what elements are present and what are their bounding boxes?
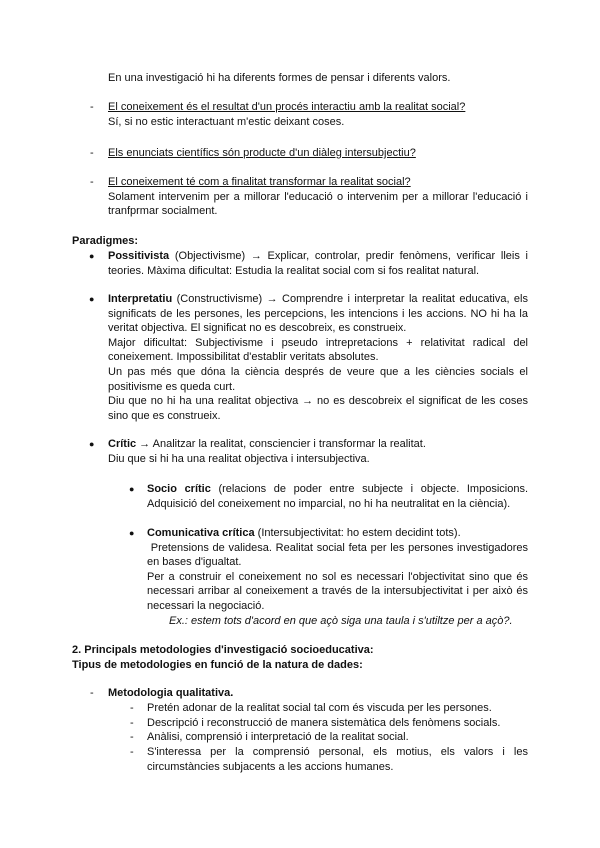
paradigm-interpretive xyxy=(108,292,528,423)
dash-marker: - xyxy=(90,101,94,113)
question-text: El coneixement té com a finalitat transformar la realitat social? xyxy=(108,176,411,188)
paradigm-description: → Analitzar la realitat, consciencier i transformar la realitat. xyxy=(136,438,426,450)
qualitative-item: S'interessa per la comprensió personal, els motius, els valors i les circumstàncies subjacents a les accions humanes. xyxy=(147,746,528,773)
answer-text: Sí, si no estic interactuant m'estic deixant coses. xyxy=(108,115,345,128)
paradigm-name: Possitivista xyxy=(108,250,170,262)
qualitative-title: Metodologia qualitativa. xyxy=(108,687,234,699)
example-text: Ex.: estem tots d'acord en que açò siga una taula i s'utiltze per a açò?. xyxy=(169,614,513,627)
bullet-icon: ● xyxy=(129,484,135,494)
qualitative-item: Anàlisi, comprensió i interpretació de la realitat social. xyxy=(147,731,409,743)
paradigm-name: Crític xyxy=(108,438,137,450)
subparadigm-description: (Intersubjectivitat: ho estem decidint tots). xyxy=(254,527,461,539)
bullet-icon: ● xyxy=(89,251,95,261)
bullet-icon: ● xyxy=(89,439,95,449)
paradigm-text: Diu que si hi ha una realitat objectiva i intersubjectiva. xyxy=(108,452,370,465)
paradigm-text: Major dificultat: Subjectivisme i pseudo intrepretacions + relativitat radical del coneixement. Impossibilitat d'establir veritats absolutes. xyxy=(108,336,528,364)
section-heading xyxy=(72,643,374,672)
dash-marker: - xyxy=(90,687,94,699)
qualitative-item: Pretén adonar de la realitat social tal com és viscuda per les persones. xyxy=(147,702,492,714)
question-item xyxy=(108,100,528,129)
dash-marker: - xyxy=(130,731,134,743)
paradigm-critical xyxy=(108,437,528,466)
dash-marker: - xyxy=(90,176,94,188)
paradigm-text: Diu que no hi ha una realitat objectiva → no es descobreix el significat de les coses sino que es construeix. xyxy=(108,395,528,422)
paradigm-description: (Constructivisme) → Comprendre i interpretar la realitat educativa, els significats de les persones, les percepcions, les intencions i les accions. NO hi ha la veritat objectiva. El significat no es descobreix, es construeix. xyxy=(108,293,528,335)
intro-text: En una investigació hi ha diferents formes de pensar i diferents valors. xyxy=(108,72,451,84)
subparadigm-text: Per a construir el coneixement no sol es necessari l'objectivitat sino que és necessari arribar al coneixement a través de la intersubjectivitat i per això és necessari la negociació. xyxy=(147,570,528,612)
subparadigm-name: Comunicativa crítica xyxy=(147,527,255,539)
dash-marker: - xyxy=(90,147,94,159)
answer-text: Solament intervenim per a millorar l'educació o intervenim per a millorar l'educació i tranfprmar socialment. xyxy=(108,190,528,218)
qualitative-item: Descripció i reconstrucció de manera sistemàtica dels fenòmens socials. xyxy=(147,717,501,729)
subparadigm-socio-critic xyxy=(147,482,528,511)
question-text: Els enunciats científics són producte d'un diàleg intersubjectiu? xyxy=(108,147,416,159)
subparadigm-communicative xyxy=(147,526,532,628)
paradigm-text: Un pas més que dóna la ciència després de veure que a les ciències socials el positivisme es queda curt. xyxy=(108,365,528,393)
subparadigm-name: Socio crític xyxy=(147,483,211,495)
dash-marker: - xyxy=(130,717,134,729)
dash-marker: - xyxy=(130,702,134,714)
question-text: El coneixement és el resultat d'un procés interactiu amb la realitat social? xyxy=(108,101,466,113)
dash-marker: - xyxy=(130,746,134,758)
subparadigm-description: (relacions de poder entre subjecte i objecte. Imposicions. Adquisició del coneixement no imparcial, no hi ha neutralitat en la ciència). xyxy=(147,483,528,510)
paradigm-description: (Objectivisme) → Explicar, controlar, predir fenòmens, verificar lleis i teories. Màxima dificultat: Estudia la realitat social com si fos realitat natural. xyxy=(108,250,528,277)
section-title: 2. Principals metodologies d'investigació socioeducativa: xyxy=(72,644,374,656)
paradigm-positivist xyxy=(108,249,528,278)
bullet-icon: ● xyxy=(89,294,95,304)
subparadigm-text: Pretensions de validesa. Realitat social feta per les persones investigadores en bases d'igualtat. xyxy=(147,541,532,569)
question-item xyxy=(108,146,528,161)
paradigm-name: Interpretatiu xyxy=(108,293,173,305)
paradigms-heading: Paradigmes: xyxy=(72,235,139,247)
question-item xyxy=(108,175,528,219)
bullet-icon: ● xyxy=(129,528,135,538)
section-subtitle: Tipus de metodologies en funció de la natura de dades: xyxy=(72,658,363,671)
